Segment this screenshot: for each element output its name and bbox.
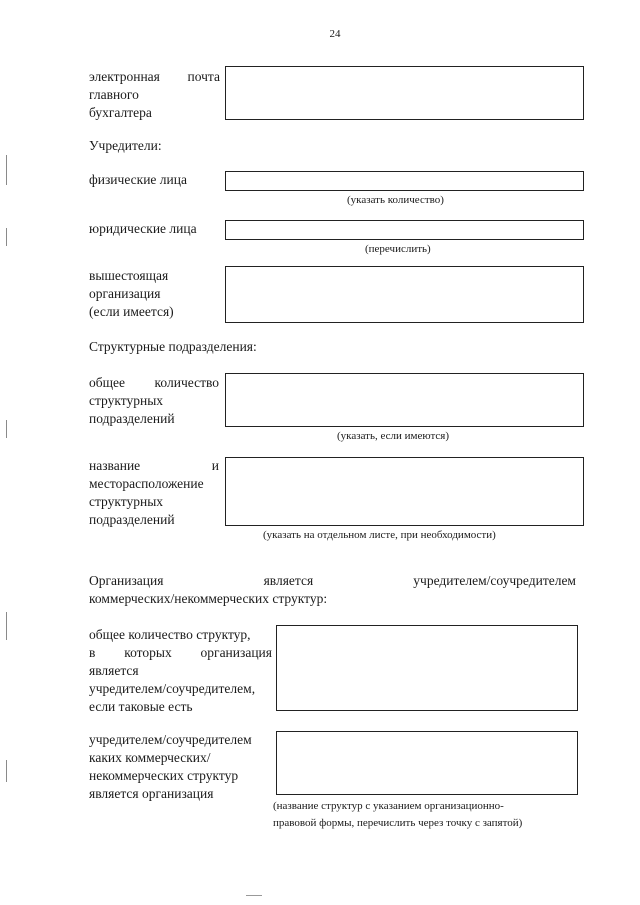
structures-count-label-line-3: является xyxy=(89,663,139,678)
individuals-field[interactable] xyxy=(225,171,584,191)
email-label-line-3: бухгалтера xyxy=(89,105,152,120)
divisions-heading: Структурные подразделения: xyxy=(89,339,257,354)
structures-count-label-line-4: учредителем/соучредителем, xyxy=(89,681,256,696)
email-label-word-1: электронная xyxy=(89,69,160,84)
founders-heading: Учредители: xyxy=(89,138,162,153)
divisions-names-label-line-4: подразделений xyxy=(89,512,175,527)
divisions-count-label xyxy=(89,374,219,428)
scan-mark xyxy=(246,895,262,896)
structures-list-label-line-3: некоммерческих структур xyxy=(89,768,239,783)
divisions-names-label-word-1: название xyxy=(89,458,141,473)
divisions-count-field[interactable] xyxy=(225,373,584,427)
divisions-names-label-word-2: и xyxy=(211,458,219,473)
email-field[interactable] xyxy=(225,66,584,120)
divisions-names-label-line-2: месторасположение xyxy=(89,476,204,491)
structures-list-label xyxy=(89,731,252,803)
org-founder-heading-word-3: учредителем/соучредителем xyxy=(413,573,576,588)
email-label-line-2: главного xyxy=(89,87,139,102)
individuals-label-text: физические лица xyxy=(89,172,187,187)
structures-list-field[interactable] xyxy=(276,731,578,795)
individuals-hint: (указать количество) xyxy=(347,194,444,206)
structures-list-hint-line-2: правовой формы, перечислить через точку с запятой) xyxy=(273,817,523,829)
structures-count-label-line-1: общее количество структур, xyxy=(89,627,251,642)
org-founder-heading-line-2: коммерческих/некоммерческих структур: xyxy=(89,591,328,606)
divisions-count-label-line-2: структурных xyxy=(89,393,164,408)
parent-org-field[interactable] xyxy=(225,266,584,323)
divisions-count-label-word-1: общее xyxy=(89,375,125,390)
divisions-count-label-line-1 xyxy=(89,374,219,392)
divisions-names-field[interactable] xyxy=(225,457,584,526)
org-founder-heading-line-1 xyxy=(89,572,576,590)
margin-mark xyxy=(6,760,7,782)
email-label xyxy=(89,68,220,122)
margin-mark xyxy=(6,420,7,438)
org-founder-heading xyxy=(89,572,576,608)
divisions-names-hint: (указать на отдельном листе, при необходимости) xyxy=(263,529,496,541)
divisions-count-hint: (указать, если имеются) xyxy=(337,430,450,442)
structures-count-label-line-5: если таковые есть xyxy=(89,699,193,714)
org-founder-heading-word-1: Организация xyxy=(89,573,164,588)
structures-list-label-line-1: учредителем/соучредителем xyxy=(89,732,252,747)
individuals-label xyxy=(89,171,187,189)
parent-org-label-line-1: вышестоящая xyxy=(89,268,169,283)
email-label-word-2: почта xyxy=(187,69,220,84)
divisions-names-label xyxy=(89,457,219,529)
margin-mark xyxy=(6,155,7,185)
divisions-count-label-word-2: количество xyxy=(154,375,219,390)
structures-count-label-line-2 xyxy=(89,644,272,662)
parent-org-label xyxy=(89,267,174,321)
structures-list-label-line-4: является организация xyxy=(89,786,214,801)
legal-entities-field[interactable] xyxy=(225,220,584,240)
email-label-line-1 xyxy=(89,68,220,86)
structures-count-label xyxy=(89,626,272,716)
structures-list-hint xyxy=(273,799,522,830)
structures-list-label-line-2: каких коммерческих/ xyxy=(89,750,211,765)
legal-entities-hint: (перечислить) xyxy=(365,243,431,255)
margin-mark xyxy=(6,612,7,640)
structures-count-field[interactable] xyxy=(276,625,578,711)
structures-count-label-word-1: в xyxy=(89,645,96,660)
parent-org-label-line-2: организация xyxy=(89,286,161,301)
structures-count-label-word-2: которых xyxy=(124,645,172,660)
page-number: 24 xyxy=(329,28,341,40)
divisions-names-label-line-3: структурных xyxy=(89,494,164,509)
legal-entities-label xyxy=(89,220,197,238)
structures-count-label-word-3: организация xyxy=(200,645,272,660)
divisions-names-label-line-1 xyxy=(89,457,219,475)
divisions-count-label-line-3: подразделений xyxy=(89,411,175,426)
org-founder-heading-word-2: является xyxy=(263,573,314,588)
legal-entities-label-text: юридические лица xyxy=(89,221,197,236)
margin-mark xyxy=(6,228,7,246)
parent-org-label-line-3: (если имеется) xyxy=(89,304,174,319)
structures-list-hint-line-1: (название структур с указанием организационно- xyxy=(273,800,504,812)
